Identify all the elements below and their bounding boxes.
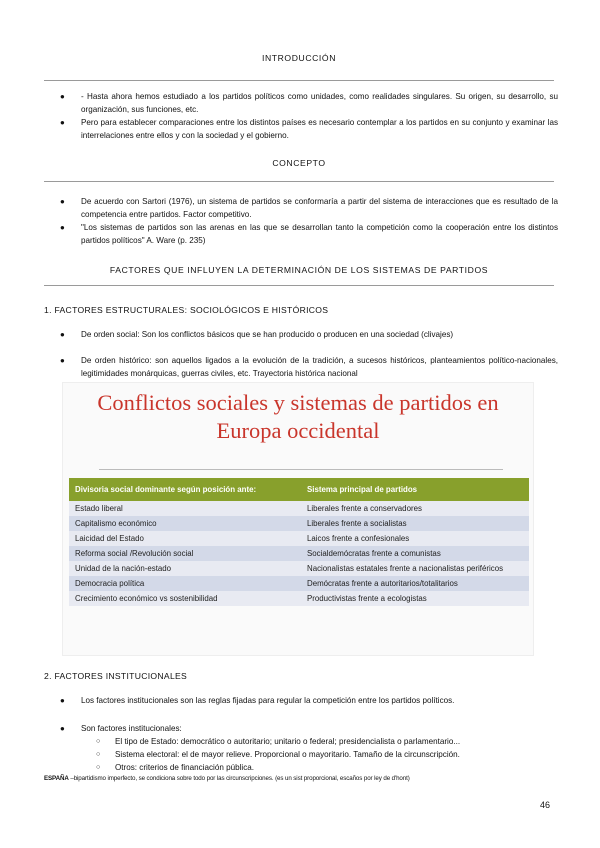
- table-cell-sistema: Liberales frente a conservadores: [301, 501, 529, 516]
- table-header-sistema: Sistema principal de partidos: [301, 478, 529, 501]
- slide-title-line-1: Conflictos sociales y sistemas de partidos en: [97, 390, 499, 415]
- sub-bullet-2: [96, 749, 556, 761]
- table-cell-divisoria: Crecimiento económico vs sostenibilidad: [69, 591, 301, 606]
- bullet-icon: ●: [60, 223, 65, 232]
- intro-heading: INTRODUCCIÓN: [261, 53, 337, 63]
- institucionales-bullet-2: [60, 723, 558, 736]
- bullet-icon: ●: [60, 356, 65, 365]
- intro-bullet-2-text: Pero para establecer comparaciones entre los distintos países es necesario contemplar a los partidos en su conjunto y examinar las interrelaciones entre ellos y con la sociedad y el gobierno.: [81, 118, 558, 140]
- sub-bullet-3: [96, 762, 556, 774]
- table-row: [69, 531, 529, 546]
- table-cell-divisoria: Democracia política: [69, 576, 301, 591]
- table-cell-divisoria: Unidad de la nación-estado: [69, 561, 301, 576]
- table-cell-sistema: Productivistas frente a ecologistas: [301, 591, 529, 606]
- concepto-rule: [44, 181, 554, 182]
- circle-bullet-icon: ○: [96, 738, 101, 745]
- table-row: [69, 516, 529, 531]
- spain-note: [44, 775, 410, 782]
- concepto-bullet-2-text: "Los sistemas de partidos son las arenas en las que se desarrollan tanto la competición como la cooperación entre los distintos partidos políticos" A. Ware (p. 235): [81, 223, 558, 245]
- slide-title-line-2: Europa occidental: [216, 418, 380, 443]
- table-cell-divisoria: Reforma social /Revolución social: [69, 546, 301, 561]
- estructurales-bullet-2: [60, 355, 558, 380]
- table-cell-sistema: Liberales frente a socialistas: [301, 516, 529, 531]
- table-row: [69, 576, 529, 591]
- table-row: [69, 501, 529, 516]
- intro-bullet-1-text: - Hasta ahora hemos estudiado a los partidos políticos como unidades, como realidades singulares. Su origen, su desarrollo, su organización, sus funciones, etc.: [81, 92, 558, 114]
- estructurales-bullet-1-text: De orden social: Son los conflictos básicos que se han producido o producen en una sociedad (clivajes): [81, 330, 454, 339]
- embedded-slide: [62, 382, 534, 656]
- intro-bullet-1: [60, 91, 558, 116]
- estructurales-bullet-1: [60, 329, 558, 342]
- sub-bullet-3-text: Otros: criterios de financiación pública.: [115, 763, 255, 772]
- spain-note-text: –bipartidismo imperfecto, se condiciona sobre todo por las circunscripciones. (es un sist proporcional, escaños por ley de d'hont): [68, 775, 410, 782]
- spain-note-bold: ESPAÑA: [44, 775, 69, 782]
- factores-rule: [44, 285, 554, 286]
- conflicts-table: [69, 478, 529, 606]
- table-cell-divisoria: Estado liberal: [69, 501, 301, 516]
- concepto-bullet-1-text: De acuerdo con Sartori (1976), un sistema de partidos se conformaría a partir del sistema de interacciones que es resultado de la competencia entre partidos. Factor competitivo.: [81, 197, 558, 219]
- institucionales-bullet-1: [60, 695, 558, 708]
- slide-title: [63, 389, 533, 445]
- bullet-icon: ●: [60, 696, 65, 705]
- intro-bullet-2: [60, 117, 558, 142]
- bullet-icon: ●: [60, 330, 65, 339]
- bullet-icon: ●: [60, 724, 65, 733]
- estructurales-bullet-2-text: De orden histórico: son aquellos ligados a la evolución de la tradición, a sucesos históricos, planteamientos político-nacionales, legitimidades monárquicas, guerras civiles, etc. Trayectoria histórica nacional: [81, 356, 558, 378]
- table-row: [69, 561, 529, 576]
- table-header-row: [69, 478, 529, 501]
- institucionales-title: 2. FACTORES INSTITUCIONALES: [44, 671, 188, 681]
- estructurales-title: 1. FACTORES ESTRUCTURALES: SOCIOLÓGICOS E HISTÓRICOS: [44, 305, 329, 315]
- institucionales-bullet-1-text: Los factores institucionales son las reglas fijadas para regular la competición entre los partidos políticos.: [81, 696, 455, 705]
- bullet-icon: ●: [60, 92, 65, 101]
- table-header-divisoria: Divisoria social dominante según posición ante:: [69, 478, 301, 501]
- sub-bullet-1: [96, 736, 556, 748]
- page-number: 46: [539, 800, 550, 810]
- circle-bullet-icon: ○: [96, 764, 101, 771]
- institucionales-bullet-2-text: Son factores institucionales:: [81, 724, 182, 733]
- table-cell-sistema: Nacionalistas estatales frente a nacionalistas periféricos: [301, 561, 529, 576]
- circle-bullet-icon: ○: [96, 751, 101, 758]
- sub-bullet-1-text: El tipo de Estado: democrático o autoritario; unitario o federal; presidencialista o parlamentario...: [115, 737, 461, 746]
- slide-divider: [99, 469, 503, 470]
- table-row: [69, 591, 529, 606]
- table-cell-divisoria: Laicidad del Estado: [69, 531, 301, 546]
- concepto-bullet-2: [60, 222, 558, 247]
- concepto-bullet-1: [60, 196, 558, 221]
- intro-rule: [44, 80, 554, 81]
- sub-bullet-2-text: Sistema electoral: el de mayor relieve. Proporcional o mayoritario. Tamaño de la circunscripción.: [115, 750, 460, 759]
- concepto-heading: CONCEPTO: [272, 158, 326, 168]
- table-cell-sistema: Demócratas frente a autoritarios/totalitarios: [301, 576, 529, 591]
- table-cell-divisoria: Capitalismo económico: [69, 516, 301, 531]
- table-cell-sistema: Socialdemócratas frente a comunistas: [301, 546, 529, 561]
- table-row: [69, 546, 529, 561]
- factores-heading: FACTORES QUE INFLUYEN LA DETERMINACIÓN DE LOS SISTEMAS DE PARTIDOS: [109, 265, 489, 275]
- bullet-icon: ●: [60, 197, 65, 206]
- table-cell-sistema: Laicos frente a confesionales: [301, 531, 529, 546]
- bullet-icon: ●: [60, 118, 65, 127]
